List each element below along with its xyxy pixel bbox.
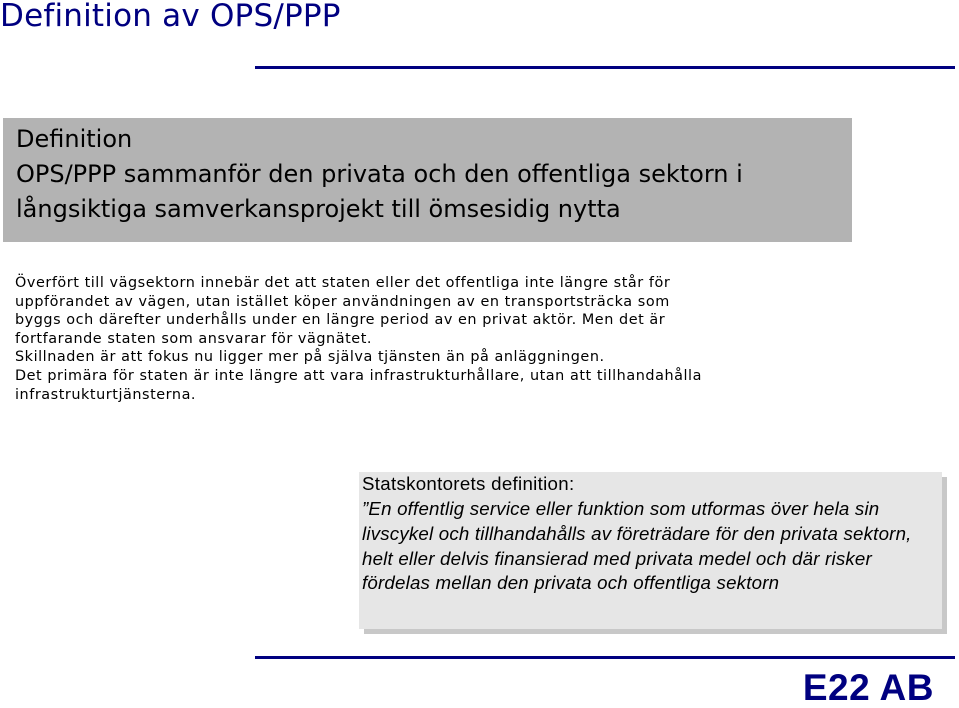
definition-heading: Definition (16, 125, 133, 153)
company-logo: E22 AB (802, 667, 934, 708)
definition-text: OPS/PPP sammanför den privata och den offentliga sektorn i långsiktiga samverkansprojekt till ömsesidig nytta (16, 160, 743, 223)
body-paragraph: Skillnaden är att fokus nu ligger mer på själva tjänsten än på anläggningen. (15, 349, 605, 366)
body-text (15, 274, 715, 404)
quote-heading: Statskontorets definition: (362, 473, 575, 494)
quote-text: ”En offentlig service eller funktion som utformas över hela sin livscykel och tillhandahålls av företrädare för den privata sektorn, helt eller delvis finansierad med privata medel och där risker fördelas mellan den privata och offentliga sektorn (362, 498, 912, 594)
page-title: Definition av OPS/PPP (0, 0, 341, 34)
body-paragraph: Det primära för staten är inte längre att vara infrastrukturhållare, utan att tillhandahålla infrastrukturtjänsterna. (15, 367, 702, 403)
footer-divider (255, 656, 955, 659)
title-divider (255, 66, 955, 69)
statskontoret-definition-box (359, 472, 942, 629)
body-paragraph: Överfört till vägsektorn innebär det att staten eller det offentliga inte längre står för uppförandet av vägen, utan istället köper användningen av en transportsträcka som byggs och därefter underhålls under en längre period av en privat aktör. Men det är fortfarande staten som ansvarar för vägnätet. (15, 275, 671, 347)
definition-box (3, 118, 852, 242)
